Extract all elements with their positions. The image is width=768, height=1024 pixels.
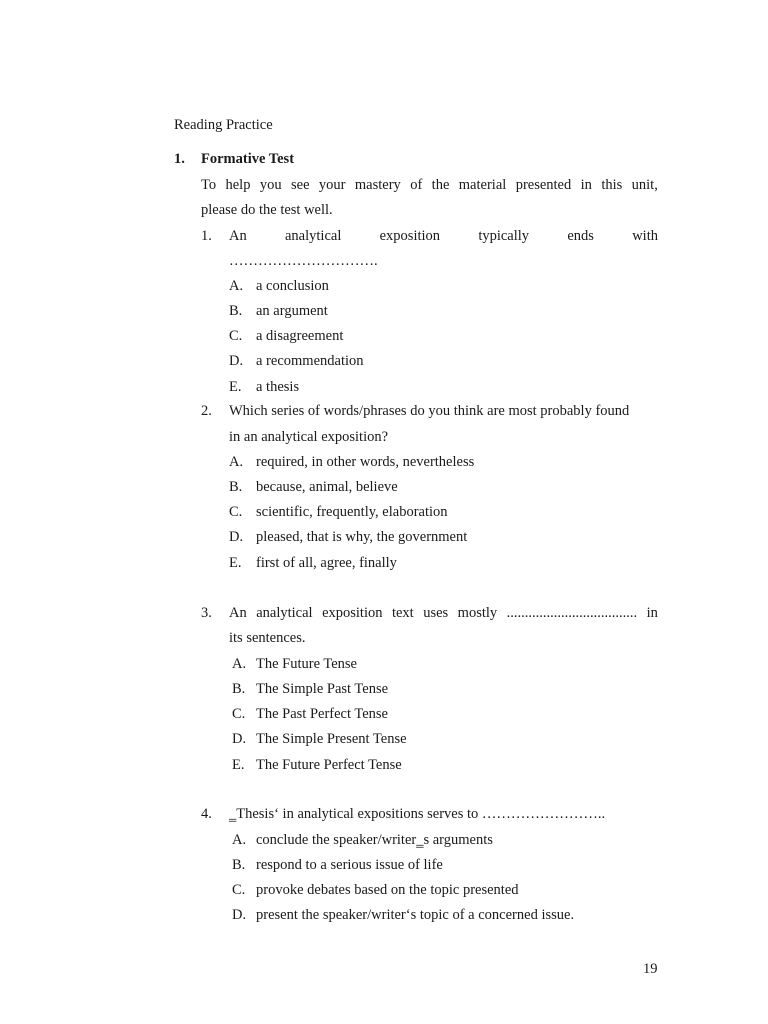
option-letter: D. — [229, 353, 244, 369]
option-text: because, animal, believe — [256, 479, 398, 495]
word: with — [632, 228, 658, 244]
option-text: a conclusion — [256, 278, 329, 294]
option-text: respond to a serious issue of life — [256, 857, 443, 873]
word: exposition — [379, 228, 441, 244]
option-letter: D. — [232, 907, 247, 923]
option-text: The Simple Past Tense — [256, 681, 389, 697]
word: An — [229, 605, 247, 621]
option-text: required, in other words, nevertheless — [256, 454, 475, 470]
option-letter: B. — [232, 681, 246, 697]
option-text: provoke debates based on the topic presented — [256, 882, 519, 898]
word: your — [318, 177, 346, 193]
question-3-line-1 — [229, 605, 658, 622]
option-text: The Future Tense — [256, 656, 357, 672]
option-letter: C. — [232, 882, 246, 898]
word: of — [410, 177, 423, 193]
word: you — [259, 177, 282, 193]
word: see — [291, 177, 310, 193]
page-number: 19 — [643, 961, 658, 977]
intro-line-1 — [201, 177, 658, 194]
question-number: 2. — [201, 403, 212, 419]
option-letter: B. — [229, 303, 243, 319]
word: material — [458, 177, 507, 193]
word: mostly — [457, 605, 498, 621]
option-letter: A. — [229, 278, 244, 294]
question-1-blank: …………………………. — [229, 253, 378, 269]
question-number: 4. — [201, 806, 212, 822]
option-letter: C. — [229, 328, 243, 344]
question-number: 3. — [201, 605, 212, 621]
word: this — [601, 177, 623, 193]
word: exposition — [322, 605, 383, 621]
question-2-line-1: Which series of words/phrases do you think are most probably found — [229, 403, 630, 419]
word: To — [201, 177, 217, 193]
word: help — [225, 177, 251, 193]
word: mastery — [354, 177, 401, 193]
section-number: 1. — [174, 151, 185, 167]
option-text: The Future Perfect Tense — [256, 757, 402, 773]
option-text: an argument — [256, 303, 328, 319]
option-letter: D. — [229, 529, 244, 545]
word: in — [646, 605, 658, 621]
option-text: a thesis — [256, 379, 300, 395]
option-letter: A. — [229, 454, 244, 470]
word: typically — [478, 228, 530, 244]
section-title: Formative Test — [201, 151, 295, 167]
option-text: The Simple Present Tense — [256, 731, 407, 747]
option-letter: E. — [229, 379, 242, 395]
question-4-line-1: ‗Thesis‘ in analytical expositions serves to …………………….. — [229, 806, 606, 822]
option-letter: E. — [229, 555, 242, 571]
option-letter: C. — [229, 504, 243, 520]
word: analytical — [285, 228, 342, 244]
word: An — [229, 228, 247, 244]
option-letter: D. — [232, 731, 247, 747]
word: the — [431, 177, 450, 193]
option-letter: A. — [232, 656, 247, 672]
option-letter: B. — [229, 479, 243, 495]
option-text: The Past Perfect Tense — [256, 706, 388, 722]
intro-line-2: please do the test well. — [201, 202, 333, 218]
question-1-line-1 — [229, 228, 658, 245]
option-text: a recommendation — [256, 353, 364, 369]
word: analytical — [256, 605, 313, 621]
section-label: Reading Practice — [174, 117, 273, 133]
option-letter: E. — [232, 757, 245, 773]
word: uses — [423, 605, 449, 621]
option-letter: A. — [232, 832, 247, 848]
word: presented — [515, 177, 572, 193]
word: in — [580, 177, 592, 193]
word: .................................... — [506, 605, 638, 621]
question-3-line-2: its sentences. — [229, 630, 306, 646]
option-text: scientific, frequently, elaboration — [256, 504, 448, 520]
option-letter: B. — [232, 857, 246, 873]
option-text: a disagreement — [256, 328, 344, 344]
option-text: conclude the speaker/writer‗s arguments — [256, 832, 493, 848]
question-number: 1. — [201, 228, 212, 244]
word: ends — [567, 228, 594, 244]
option-text: present the speaker/writer‘s topic of a concerned issue. — [256, 907, 575, 923]
option-letter: C. — [232, 706, 246, 722]
word: unit, — [631, 177, 658, 193]
option-text: pleased, that is why, the government — [256, 529, 468, 545]
question-2-line-2: in an analytical exposition? — [229, 429, 389, 445]
option-text: first of all, agree, finally — [256, 555, 397, 571]
word: text — [391, 605, 414, 621]
